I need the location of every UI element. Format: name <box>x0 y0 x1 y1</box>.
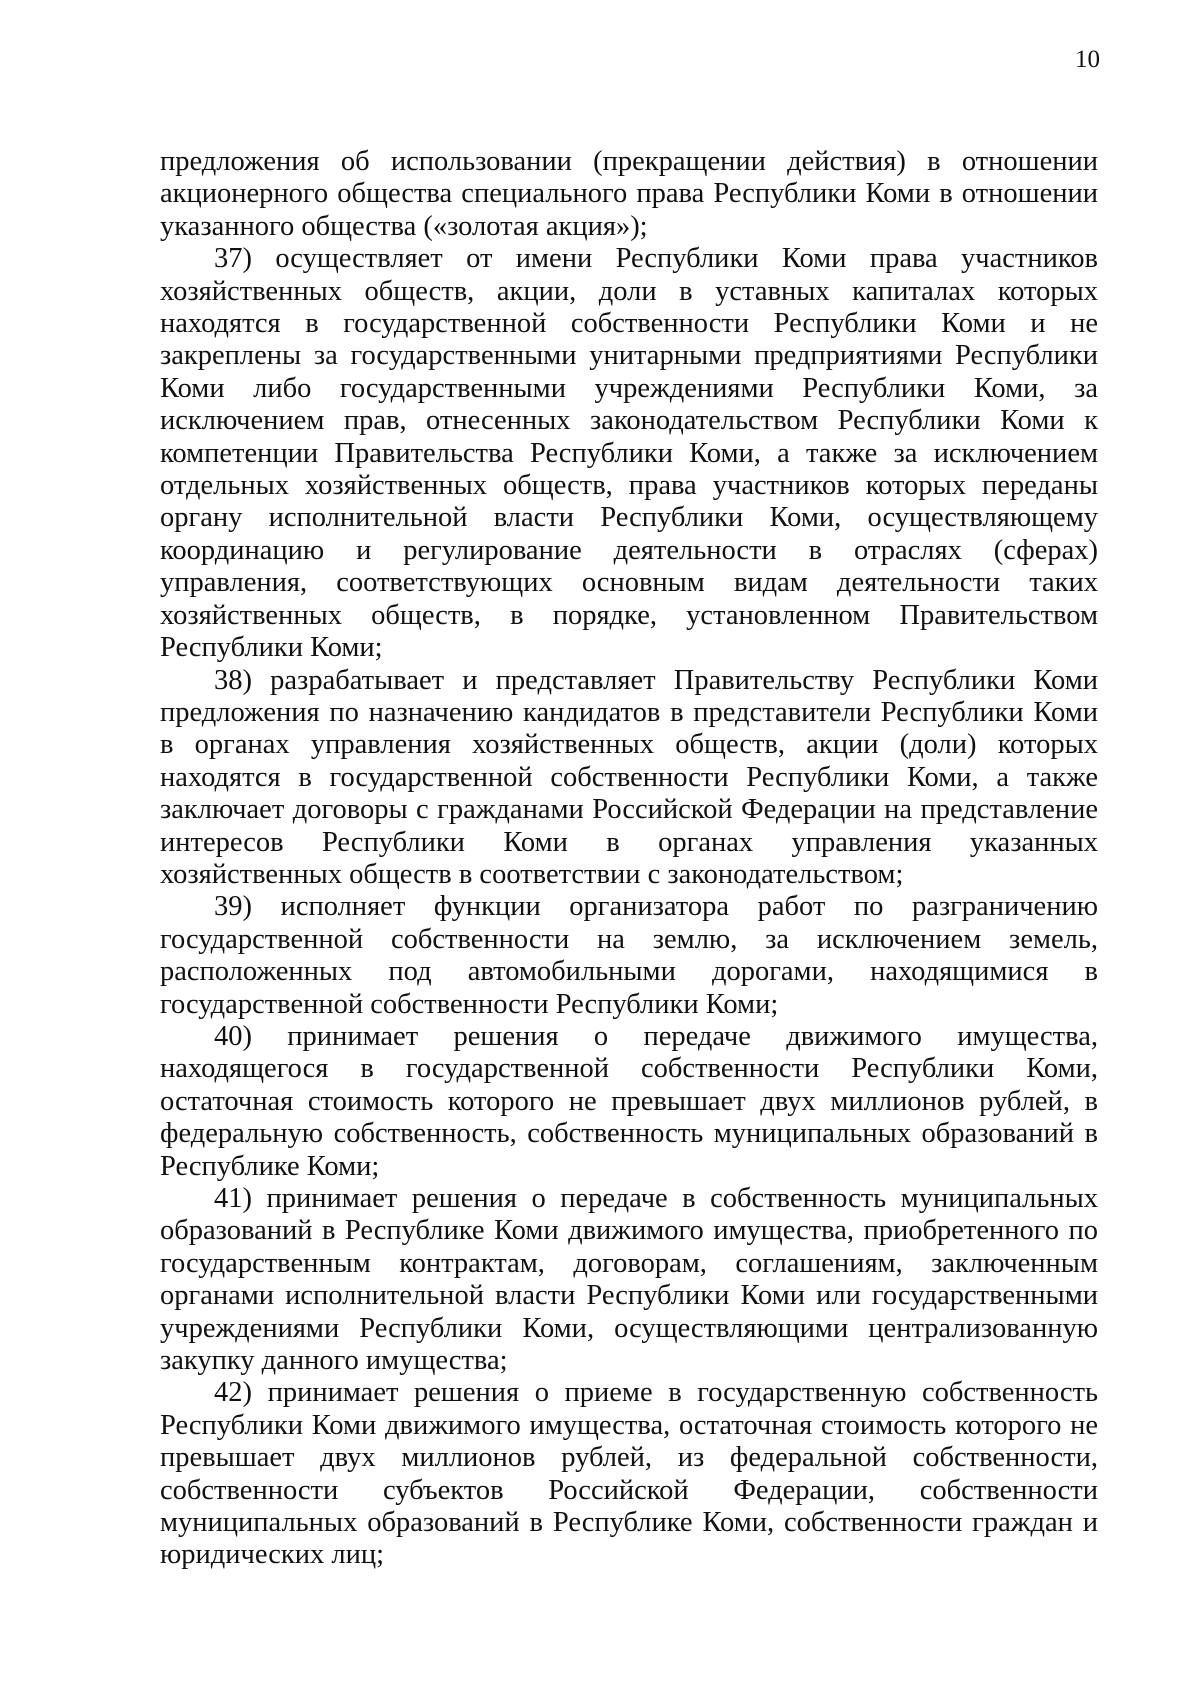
document-body <box>160 146 1098 1572</box>
paragraph-item-40: 40) принимает решения о передаче движимого имущества, находящегося в государственной собственности Республики Коми, остаточная стоимость которого не превышает двух миллионов рублей, в федеральную собственность, собственность муниципальных образований в Республике Коми; <box>160 1020 1098 1182</box>
paragraph-item-38: 38) разрабатывает и представляет Правительству Республики Коми предложения по назначению кандидатов в представители Республики Коми в органах управления хозяйственных обществ, акции (доли) которых находятся в государственной собственности Республики Коми, а также заключает договоры с гражданами Российской Федерации на представление интересов Республики Коми в органах управления указанных хозяйственных обществ в соответствии с законодательством; <box>160 664 1098 890</box>
paragraph-item-39: 39) исполняет функции организатора работ по разграничению государственной собственности на землю, за исключением земель, расположенных под автомобильными дорогами, находящимися в государственной собственности Республики Коми; <box>160 891 1098 1020</box>
paragraph-item-41: 41) принимает решения о передаче в собственность муниципальных образований в Республике Коми движимого имущества, приобретенного по государственным контрактам, договорам, соглашениям, заключенным органами исполнительной власти Республики Коми или государственными учреждениями Республики Коми, осуществляющими централизованную закупку данного имущества; <box>160 1183 1098 1377</box>
paragraph-item-37: 37) осуществляет от имени Республики Коми права участников хозяйственных обществ, акции, доли в уставных капиталах которых находятся в государственной собственности Республики Коми и не закреплены за государственными унитарными предприятиями Республики Коми либо государственными учреждениями Республики Коми, за исключением прав, отнесенных законодательством Республики Коми к компетенции Правительства Республики Коми, а также за исключением отдельных хозяйственных обществ, права участников которых переданы органу исполнительной власти Республики Коми, осуществляющему координацию и регулирование деятельности в отраслях (сферах) управления, соответствующих основным видам деятельности таких хозяйственных обществ, в порядке, установленном Правительством Республики Коми; <box>160 243 1098 664</box>
page-number: 10 <box>1075 46 1100 73</box>
paragraph-continuation: предложения об использовании (прекращении действия) в отношении акционерного общества специального права Республики Коми в отношении указанного общества («золотая акция»); <box>160 146 1098 242</box>
paragraph-item-42: 42) принимает решения о приеме в государственную собственность Республики Коми движимого имущества, остаточная стоимость которого не превышает двух миллионов рублей, из федеральной собственности, собственности субъектов Российской Федерации, собственности муниципальных образований в Республике Коми, собственности граждан и юридических лиц; <box>160 1377 1098 1571</box>
